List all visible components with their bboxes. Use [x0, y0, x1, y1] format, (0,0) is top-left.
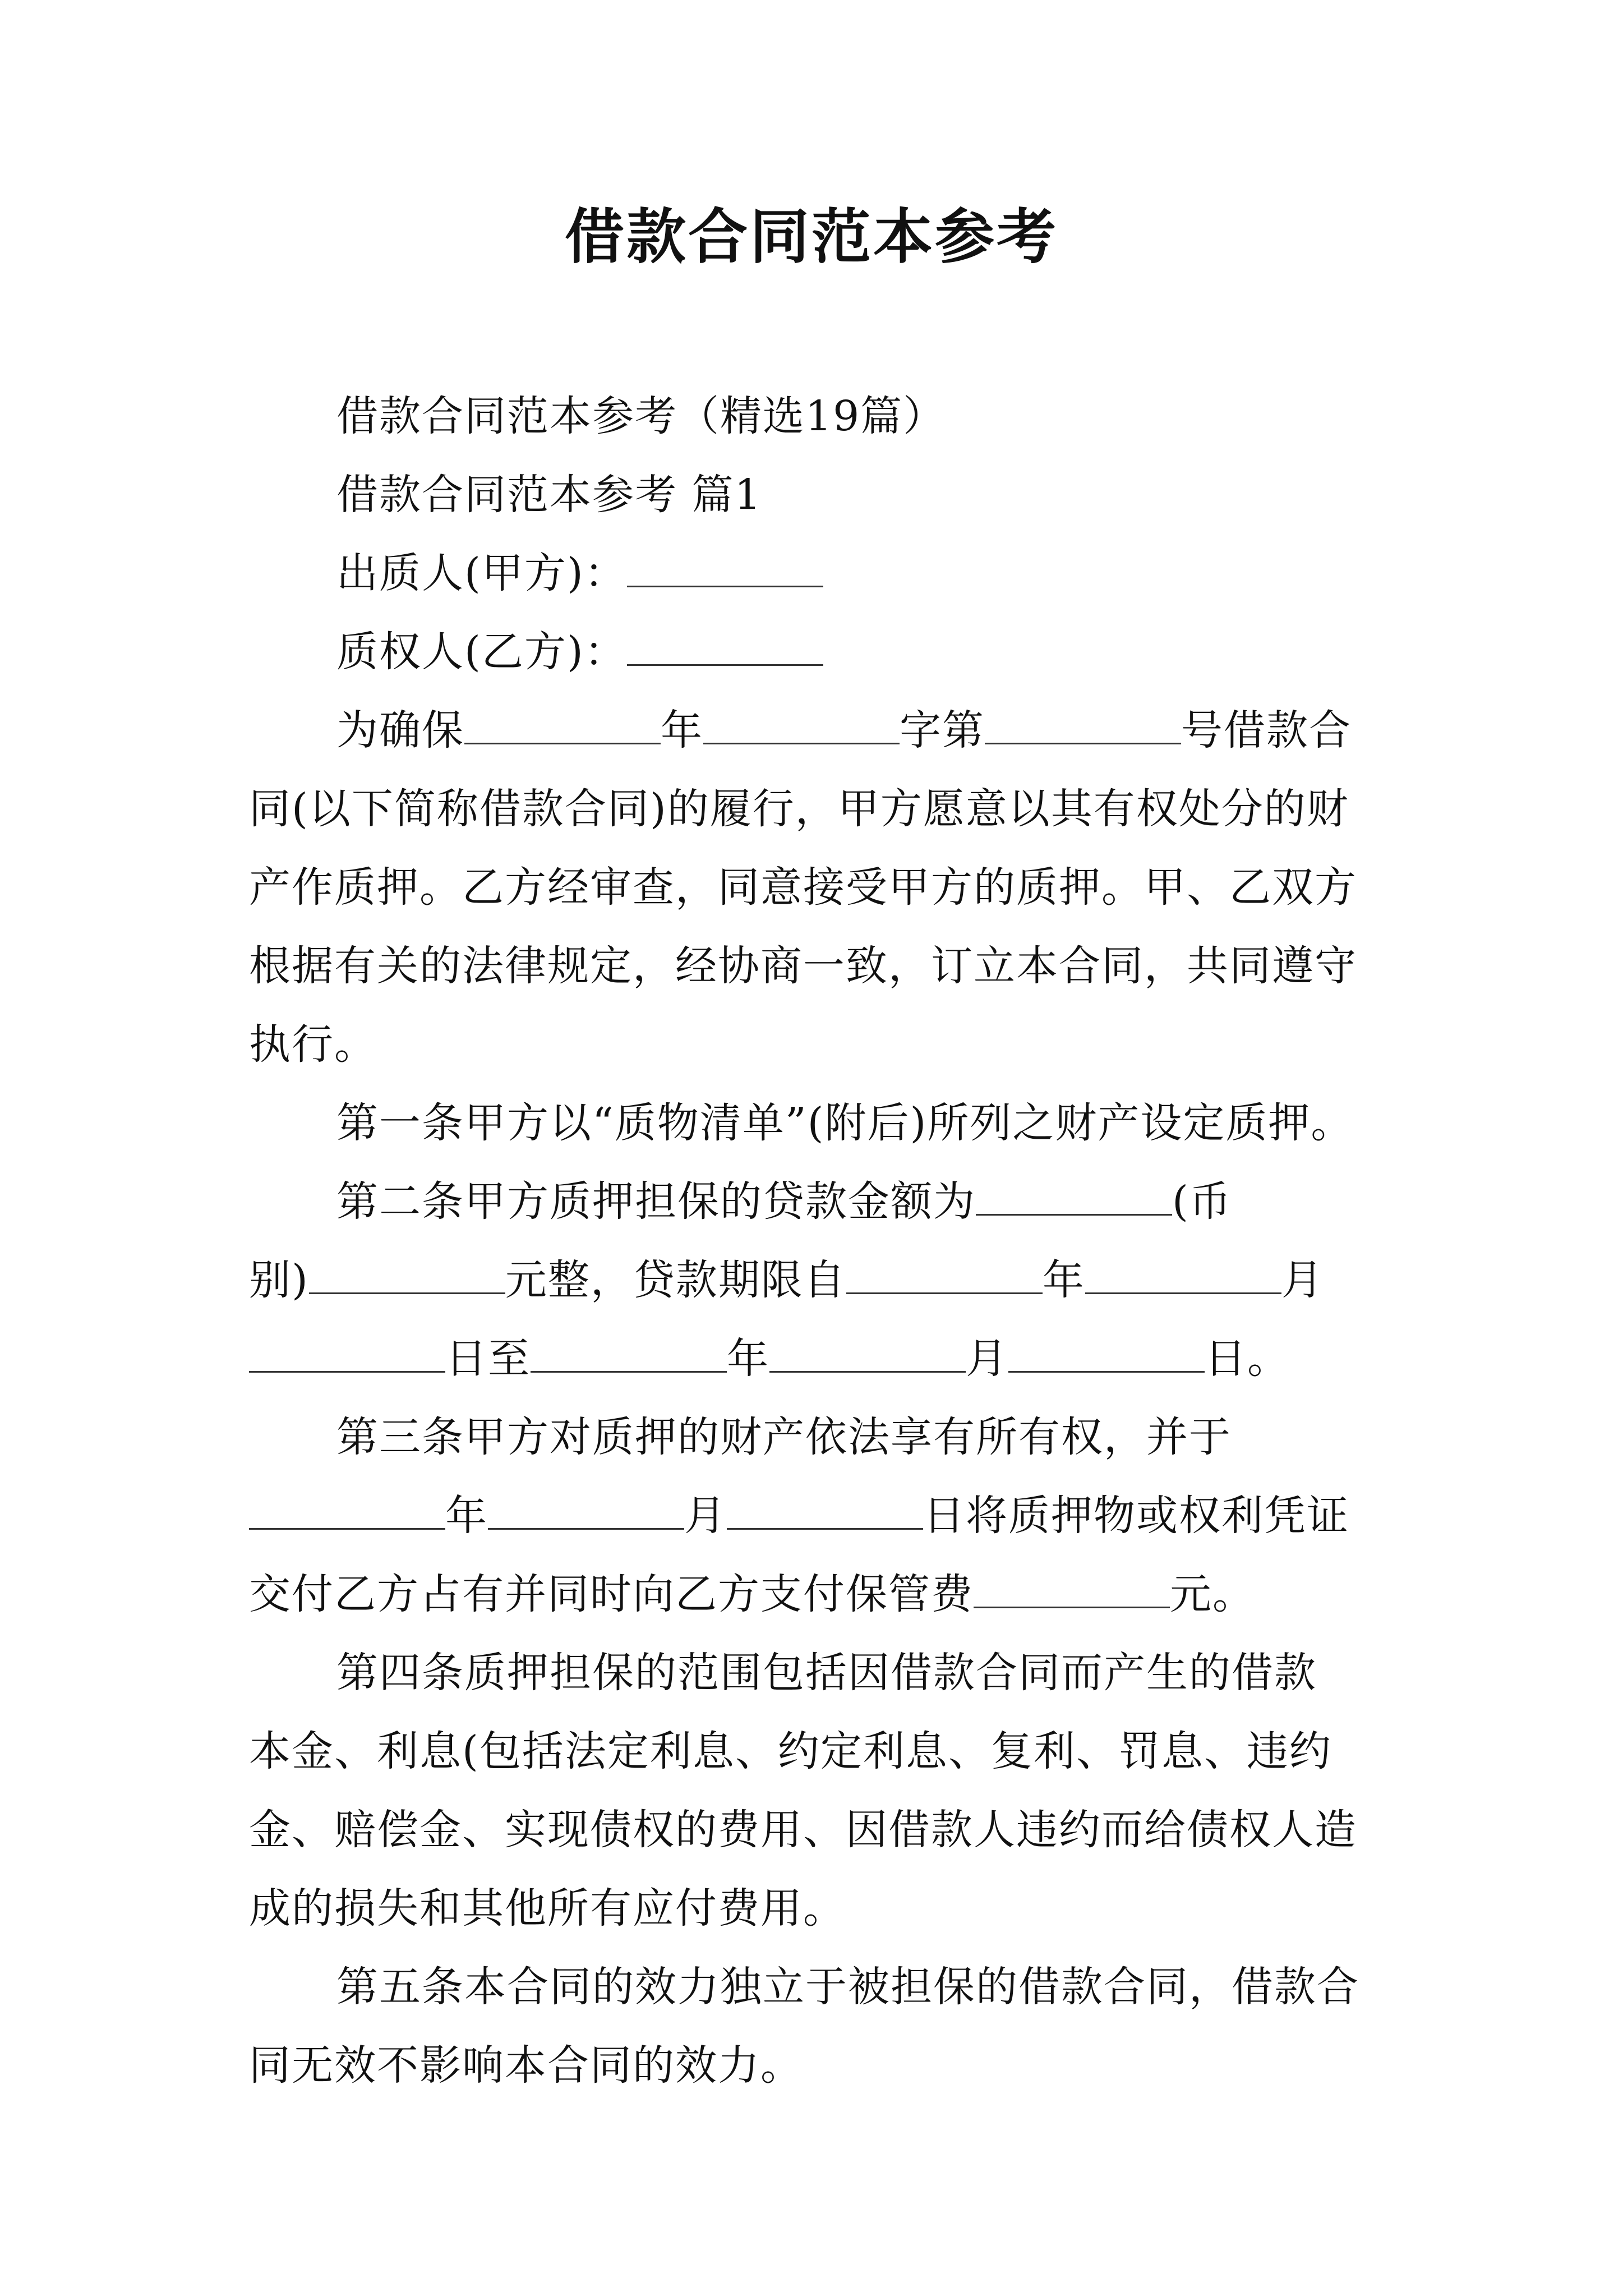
- art2-text: 月: [966, 1335, 1008, 1383]
- blank: [1008, 1332, 1205, 1373]
- blank: [531, 1332, 727, 1373]
- art2-text: 年: [1042, 1256, 1085, 1304]
- art2-text: 年: [727, 1335, 769, 1383]
- article-5-line-2: 同无效不影响本合同的效力。: [249, 2041, 803, 2090]
- blank: [846, 1253, 1043, 1294]
- blank: [249, 1332, 445, 1373]
- document-body: [249, 377, 1386, 2105]
- article-5-line-1: 第五条本合同的效力独立于被担保的借款合同，借款合: [336, 1963, 1359, 2011]
- article-2-line-3: [249, 1319, 1386, 1398]
- p1-text: 字第: [900, 706, 985, 754]
- article-3-line-3: [249, 1555, 1386, 1634]
- article-2-line-1: [249, 1162, 1386, 1241]
- art3-text: 元。: [1170, 1570, 1255, 1618]
- art3-text: 交付乙方占有并同时向乙方支付保管费: [249, 1570, 974, 1618]
- art2-text: 第二条甲方质押担保的贷款金额为: [336, 1177, 976, 1226]
- article-4-line-1: 第四条质押担保的范围包括因借款合同而产生的借款: [336, 1649, 1317, 1697]
- p1-line-4: 根据有关的法律规定，经协商一致，订立本合同，共同遵守: [249, 942, 1357, 990]
- blank: [703, 703, 900, 744]
- party-b-blank: [627, 625, 823, 666]
- article-3-line-1: 第三条甲方对质押的财产依法享有所有权，并于: [336, 1413, 1232, 1461]
- art2-text: 月: [1281, 1256, 1324, 1304]
- party-a-label: 出质人(甲方)：: [336, 549, 627, 597]
- subtitle: 借款合同范本参考（精选19篇）: [336, 392, 946, 440]
- art2-text: 日。: [1205, 1335, 1290, 1383]
- art3-text: 年: [445, 1492, 488, 1540]
- article-4-line-3: 金、赔偿金、实现债权的费用、因借款人违约而给债权人造: [249, 1806, 1357, 1854]
- party-b-line: [249, 613, 1386, 691]
- article-4-line-4: 成的损失和其他所有应付费用。: [249, 1884, 846, 1932]
- section-heading: 借款合同范本参考 篇1: [336, 471, 762, 519]
- article-3-line-2: [249, 1476, 1386, 1555]
- blank: [488, 1489, 684, 1530]
- blank: [974, 1567, 1170, 1608]
- p1-text: 为确保: [336, 706, 464, 754]
- p1-text: 号借款合: [1181, 706, 1352, 754]
- article-1: 第一条甲方以“质物清单”(附后)所列之财产设定质押。: [336, 1099, 1354, 1147]
- p1-line-2: 同(以下简称借款合同)的履行，甲方愿意以其有权处分的财: [249, 785, 1349, 833]
- p1-line-5: 执行。: [249, 1020, 377, 1069]
- party-a-line: [249, 534, 1386, 613]
- document-title: 借款合同范本参考: [565, 201, 1058, 272]
- art2-text: 日至: [445, 1335, 531, 1383]
- blank: [769, 1332, 966, 1373]
- art2-text: 元整，贷款期限自: [505, 1256, 846, 1304]
- art2-text: 别): [249, 1256, 309, 1304]
- article-2-line-2: [249, 1241, 1386, 1319]
- blank: [976, 1175, 1172, 1216]
- p1-line-3: 产作质押。乙方经审查，同意接受甲方的质押。甲、乙双方: [249, 863, 1357, 912]
- p1-line-1: [249, 691, 1386, 770]
- art3-text: 日将质押物或权利凭证: [923, 1492, 1349, 1540]
- p1-text: 年: [661, 706, 703, 754]
- blank: [727, 1489, 923, 1530]
- blank: [1085, 1253, 1281, 1294]
- blank: [464, 703, 661, 744]
- article-4-line-2: 本金、利息(包括法定利息、约定利息、复利、罚息、违约: [249, 1727, 1332, 1775]
- blank: [309, 1253, 505, 1294]
- art3-text: 月: [684, 1492, 727, 1540]
- party-b-label: 质权人(乙方)：: [336, 628, 627, 676]
- party-a-blank: [627, 546, 823, 587]
- blank: [985, 703, 1181, 744]
- art2-text: (币: [1172, 1177, 1232, 1226]
- blank: [249, 1489, 445, 1530]
